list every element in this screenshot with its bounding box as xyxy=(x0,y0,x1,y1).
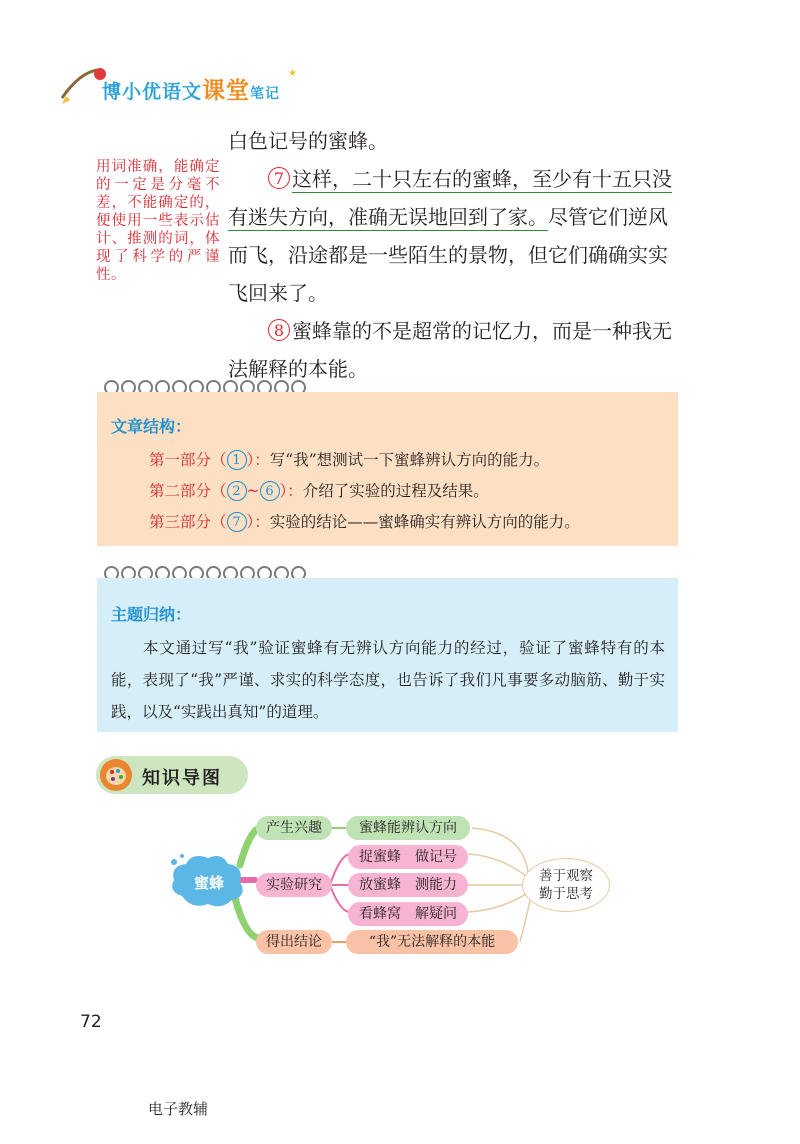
structure-part-1: 第一部分（ 1 ）：写“我”想测试一下蜜蜂辨认方向的能力。 xyxy=(149,451,550,469)
leaf-instinct: “我”无法解释的本能 xyxy=(346,930,518,954)
summary-line-1: 善于观察 xyxy=(539,868,593,884)
structure-part-3: 第三部分（ 7 ）：实验的结论——蜜蜂确实有辨认方向的能力。 xyxy=(149,513,580,531)
branch-conclusion: 得出结论 xyxy=(256,930,332,954)
body-text xyxy=(228,122,684,388)
theme-title: 主题归纳： xyxy=(111,605,192,624)
leaf-check-hive: 看蜂窝 解疑问 xyxy=(348,902,468,926)
brand-notes: 笔记 xyxy=(250,86,281,102)
paragraph-7-rest: 尽管它们逆风而飞，沿途都是一些陌生的景物，但它们确确实实飞回来了。 xyxy=(228,205,668,305)
leaf-release-bees: 放蜜蜂 测能力 xyxy=(348,873,468,897)
brand-logo xyxy=(102,72,280,105)
structure-title: 文章结构： xyxy=(111,417,192,436)
theme-text: 本文通过写“我”验证蜜蜂有无辨认方向能力的经过，验证了蜜蜂特有的本能，表现了“我”严谨、求实的科学态度，也告诉了我们凡事要多动脑筋、勤于实践，以及“实践出真知”的道理。 xyxy=(111,639,665,721)
mind-map-center: 蜜蜂 xyxy=(193,874,224,892)
knowledge-map-header xyxy=(96,756,248,794)
branch-experiment: 实验研究 xyxy=(256,873,332,897)
underlined-sentence: 这样，二十只左右的蜜蜂，至少有十五只没有迷失方向，准确无误地回到了家。 xyxy=(228,167,672,229)
paragraph-8 xyxy=(228,312,684,388)
palette-icon xyxy=(100,759,132,791)
footer-label: 电子教辅 xyxy=(148,1100,209,1118)
structure-part-2: 第二部分（ 2 ~ 6 ）：介绍了实验的过程及结果。 xyxy=(149,482,489,500)
leaf-catch-bees: 捉蜜蜂 做记号 xyxy=(348,845,468,869)
summary-oval xyxy=(522,858,610,912)
theme-box xyxy=(97,578,678,732)
paragraph-7 xyxy=(228,160,684,312)
leaf-direction: 蜜蜂能辨认方向 xyxy=(346,816,470,840)
brand-course: 课堂 xyxy=(202,78,251,104)
paragraph-8-text: 蜜蜂靠的不是超常的记忆力，而是一种我无法解释的本能。 xyxy=(228,319,672,381)
text-line-top: 白色记号的蜜蜂。 xyxy=(228,129,388,153)
paragraph-number-8: 8 xyxy=(268,319,290,341)
structure-box xyxy=(97,392,678,546)
side-annotation: 用词准确，能确定的一定是分毫不差，不能确定的，便使用一些表示估计、推测的词，体现了科学的严谨性。 xyxy=(96,159,220,283)
paragraph-number-7: 7 xyxy=(268,167,290,189)
knowledge-map-title: 知识导图 xyxy=(142,768,222,789)
svg-text:★: ★ xyxy=(288,68,297,79)
brand-main: 博小优语文 xyxy=(102,81,203,103)
summary-line-2: 勤于思考 xyxy=(539,886,593,902)
page-number: 72 xyxy=(80,1012,102,1032)
branch-interest: 产生兴趣 xyxy=(256,816,332,840)
